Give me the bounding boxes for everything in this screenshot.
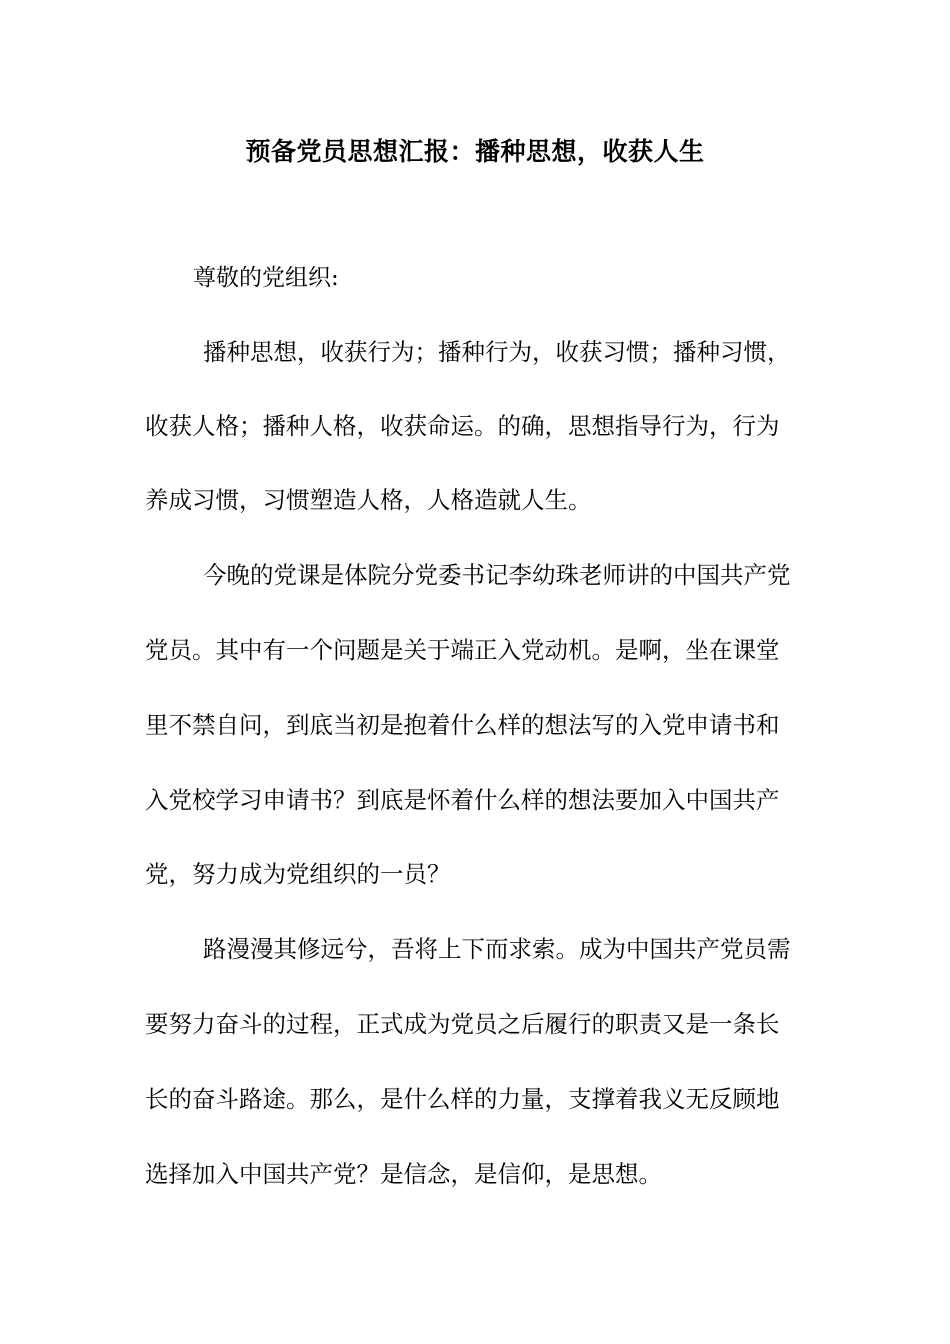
paragraph-line: 党员。其中有一个问题是关于端正入党动机。是啊，坐在课堂 xyxy=(145,636,780,664)
paragraph-line: 路漫漫其修远兮，吾将上下而求索。成为中国共产党员需 xyxy=(203,935,791,963)
paragraph-line: 长的奋斗路途。那么，是什么样的力量，支撑着我义无反顾地 xyxy=(145,1085,780,1113)
paragraph-line: 入党校学习申请书？到底是怀着什么样的想法要加入中国共产 xyxy=(145,786,780,814)
paragraph-line: 党，努力成为党组织的一员？ xyxy=(145,860,451,888)
document-title: 预备党员思想汇报：播种思想，收获人生 xyxy=(245,137,705,166)
paragraph-line: 养成习惯，习惯塑造人格，人格造就人生。 xyxy=(145,486,592,514)
paragraph-line: 今晚的党课是体院分党委书记李幼珠老师讲的中国共产党 xyxy=(203,561,791,589)
salutation: 尊敬的党组织: xyxy=(193,265,339,291)
paragraph-line: 选择加入中国共产党？是信念，是信仰，是思想。 xyxy=(145,1160,662,1188)
paragraph-line: 里不禁自问，到底当初是抱着什么样的想法写的入党申请书和 xyxy=(145,711,780,739)
paragraph-line: 播种思想，收获行为；播种行为，收获习惯；播种习惯， xyxy=(203,338,791,366)
paragraph-line: 收获人格；播种人格，收获命运。的确，思想指导行为，行为 xyxy=(145,412,780,440)
paragraph-line: 要努力奋斗的过程，正式成为党员之后履行的职责又是一条长 xyxy=(145,1010,780,1038)
